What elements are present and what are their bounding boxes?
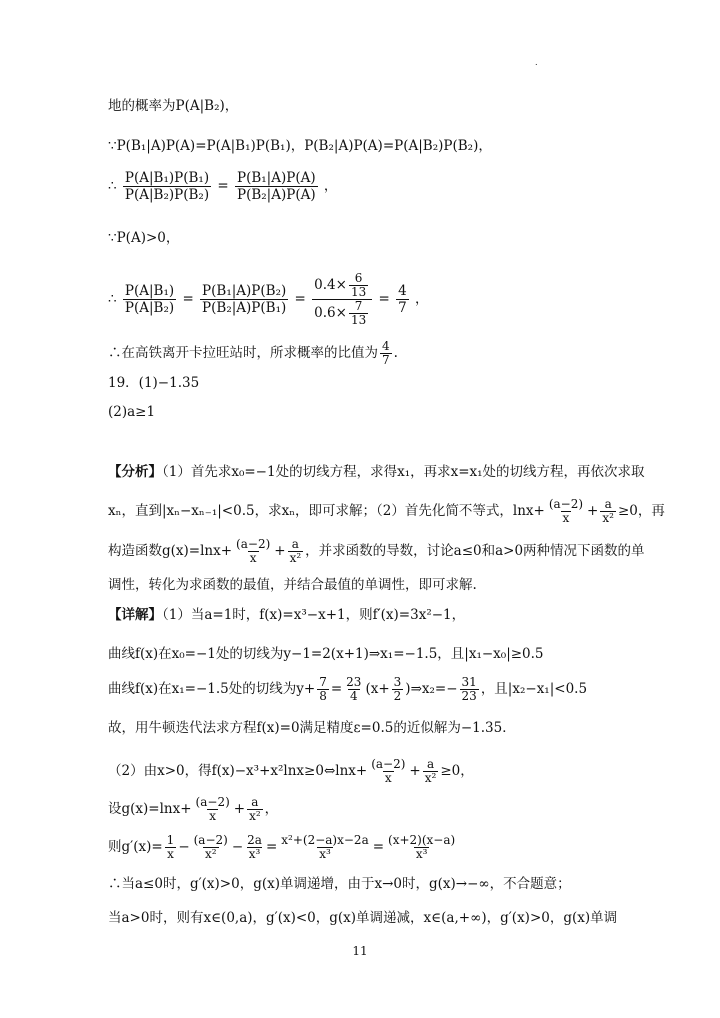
numerator: a — [251, 795, 259, 809]
analysis-line-4: 调性，转化为求函数的最值，并结合最值的单调性，即可求解. — [108, 577, 477, 593]
numerator — [312, 272, 372, 299]
denominator: x — [249, 551, 257, 565]
comma: ， — [264, 801, 279, 817]
fraction — [235, 170, 318, 203]
numerator: P(B₁|A)P(A) — [237, 170, 316, 186]
denominator: x — [167, 847, 174, 861]
g-def: g(x)=lnx+ — [162, 543, 233, 559]
denominator: x³ — [248, 847, 261, 861]
numerator: 4 — [398, 283, 407, 299]
numerator: 2a — [247, 833, 262, 847]
denominator: 7 — [382, 353, 390, 367]
solution-line-9: 当a>0时，则有x∈(0,a)，g′(x)<0，g(x)单调递减，x∈(a,+∞)，g′(x)>0，g(x)单调 — [108, 910, 618, 926]
comma: ， — [323, 178, 338, 194]
denominator: x — [562, 511, 570, 525]
numerator: (a−2) — [371, 757, 406, 771]
fraction — [386, 834, 457, 861]
equation-line-3 — [108, 170, 624, 203]
tangent-close: )⇒x₂=− — [405, 681, 458, 697]
numerator: x²+(2−a)x−2a — [281, 833, 369, 847]
solution-text: 设 — [108, 801, 122, 817]
analysis-text: （1）首先求x₀=−1处的切线方程，求得x₁，再求x=x₁处的切线方程，再依次求取 — [162, 464, 645, 480]
text-line-2: ∵P(B₁|A)P(A)=P(A|B₁)P(B₁)，P(B₂|A)P(A)=P(A|B₂)P(B₂)， — [108, 138, 492, 154]
solution-line-7 — [108, 834, 624, 861]
plus-sign: + — [409, 763, 421, 779]
solution-line-3 — [108, 676, 624, 703]
plus-sign: + — [233, 801, 246, 817]
numerator: P(B₁|A)P(B₂) — [202, 283, 287, 299]
analysis-text: ，再 — [637, 503, 665, 519]
numerator: a — [426, 757, 435, 771]
inner-fraction — [349, 300, 368, 327]
numerator: (a−2) — [195, 795, 230, 809]
equation-line-5 — [108, 272, 624, 327]
fraction — [247, 796, 263, 823]
analysis-line-3 — [108, 537, 645, 565]
fraction — [460, 676, 479, 703]
minus-sign: − — [231, 839, 244, 855]
fraction — [380, 340, 392, 367]
fraction — [547, 498, 585, 525]
solution-text: 则 — [108, 839, 122, 855]
solution-line-4: 故，用牛顿迭代法求方程f(x)=0满足精度ε=0.5的近似解为−1.35． — [108, 720, 516, 736]
fraction — [194, 796, 232, 823]
ineq-lnx: lnx+ — [512, 503, 545, 519]
ineq-lnx: lnx+ — [335, 763, 368, 779]
numerator: 31 — [461, 675, 477, 689]
numerator: (a−2) — [193, 833, 228, 847]
minus-sign: − — [178, 839, 190, 855]
comma: ， — [415, 291, 429, 307]
equals-sign: = — [372, 839, 385, 855]
solution-line-2: 曲线f(x)在x₀=−1处的切线为y−1=2(x+1)⇒x₁=−1.5，且|x₁−x₀|≥0.5 — [108, 646, 544, 662]
denominator: P(A|B₂)P(B₂) — [124, 187, 210, 203]
numerator: 4 — [382, 339, 390, 353]
ineq-ge: ≥0 — [440, 763, 461, 779]
page-number: 11 — [352, 944, 368, 958]
fraction — [123, 170, 211, 203]
text-line-6 — [108, 340, 624, 367]
numerator: a — [604, 497, 612, 511]
solution-tag: 【详解】 — [108, 607, 162, 623]
equals-sign: = — [182, 291, 194, 307]
fraction — [245, 834, 264, 861]
numerator: 6 — [354, 271, 363, 285]
solution-line-5 — [108, 758, 624, 785]
solution-text: ，且|x₂−x₁|<0.5 — [480, 681, 588, 697]
denominator: x³ — [415, 847, 428, 861]
fraction — [423, 758, 439, 785]
inner-fraction — [349, 272, 368, 299]
numerator: (x+2)(x−a) — [388, 833, 456, 847]
denominator: P(A|B₂) — [124, 300, 175, 316]
therefore-symbol: ∴ — [108, 291, 117, 307]
ineq-ge: ≥0 — [617, 503, 638, 519]
equals-sign: = — [378, 291, 390, 307]
analysis-line-2 — [108, 497, 665, 525]
denominator: 23 — [461, 689, 477, 703]
plus-sign: + — [274, 543, 286, 559]
solution-line-6 — [108, 796, 624, 823]
answer-line-19-1: 19．(1)−1.35 — [108, 375, 200, 391]
coefficient: 0.4× — [314, 277, 347, 293]
denominator: x² — [289, 551, 302, 565]
text-line-1: 地的概率为P(A|B₂)， — [108, 98, 239, 114]
numerator: (a−2) — [548, 497, 584, 511]
analysis-line-1 — [108, 462, 645, 482]
tangent-x: (x+ — [365, 681, 390, 697]
numerator: 7 — [354, 299, 363, 313]
solution-line-8: ∴当a≤0时，g′(x)>0，g(x)单调递增，由于x→0时，g(x)→−∞，不合题意； — [108, 876, 571, 892]
fraction — [123, 283, 176, 316]
fraction — [200, 283, 288, 316]
analysis-text: ，并求函数的导数，讨论a≤0和a>0两种情况下函数的单 — [305, 543, 645, 559]
fraction — [600, 498, 616, 525]
denominator: 4 — [349, 689, 358, 703]
denominator: 13 — [350, 285, 367, 299]
fraction — [192, 834, 230, 861]
fraction — [317, 676, 329, 703]
fraction — [344, 676, 363, 703]
coefficient: 0.6× — [314, 305, 347, 321]
fraction — [165, 834, 177, 861]
solution-line-1 — [108, 605, 624, 625]
gprime-lhs: g′(x)= — [121, 839, 163, 855]
denominator: 13 — [350, 313, 367, 327]
solution-text: 曲线f(x)在x₁=−1.5处的切线为 — [108, 681, 297, 697]
plus-sign: + — [587, 503, 599, 519]
g-def: g(x)=lnx+ — [121, 801, 192, 817]
answer-line-19-2: (2)a≥1 — [108, 404, 156, 420]
denominator: x² — [249, 809, 261, 823]
tangent-y: y+ — [296, 681, 316, 697]
period: . — [393, 345, 398, 361]
numerator: a — [291, 537, 299, 551]
equals-sign: = — [217, 178, 229, 194]
numerator: 23 — [346, 675, 362, 689]
denominator: x² — [204, 847, 217, 861]
numerator: 1 — [166, 833, 175, 847]
equals-sign: = — [294, 291, 306, 307]
conclusion-text: ∴在高铁离开卡拉旺站时，所求概率的比值为 — [108, 345, 378, 361]
analysis-text: xₙ，直到|xₙ−xₙ₋₁|<0.5，求xₙ，即可求解；（2）首先化简不等式， — [108, 503, 513, 519]
denominator: x² — [424, 771, 437, 785]
therefore-symbol: ∴ — [108, 178, 117, 194]
denominator: x — [209, 809, 217, 823]
analysis-text: 构造函数 — [108, 543, 162, 559]
denominator — [312, 299, 372, 327]
numerator: P(A|B₁)P(B₁) — [124, 170, 210, 186]
fraction — [279, 834, 370, 861]
text-line-4: ∵P(A)>0， — [108, 230, 180, 246]
denominator: P(B₂|A)P(B₁) — [202, 300, 287, 316]
denominator: 7 — [398, 300, 407, 316]
numerator: 7 — [319, 675, 327, 689]
solution-text: （1）当a=1时，f(x)=x³−x+1，则f′(x)=3x²−1， — [162, 607, 466, 623]
numerator: P(A|B₁) — [124, 283, 175, 299]
numerator: 3 — [393, 675, 402, 689]
denominator: x² — [602, 511, 614, 525]
fraction — [396, 283, 409, 316]
comma: ， — [460, 763, 474, 779]
denominator: x³ — [319, 847, 331, 861]
analysis-tag: 【分析】 — [108, 464, 162, 480]
denominator: x — [384, 771, 392, 785]
numerator: (a−2) — [236, 537, 271, 551]
header-mark: . — [535, 58, 538, 67]
denominator: P(B₂|A)P(A) — [237, 187, 316, 203]
fraction — [288, 538, 304, 565]
compound-fraction — [312, 272, 372, 327]
fraction — [234, 538, 272, 565]
equals-sign: = — [330, 681, 343, 697]
denominator: 8 — [319, 689, 327, 703]
fraction — [392, 676, 404, 703]
fraction — [369, 758, 407, 785]
denominator: 2 — [393, 689, 402, 703]
solution-text: （2）由x>0，得f(x)−x³+x²lnx≥0⇔ — [108, 763, 336, 779]
equals-sign: = — [265, 839, 278, 855]
